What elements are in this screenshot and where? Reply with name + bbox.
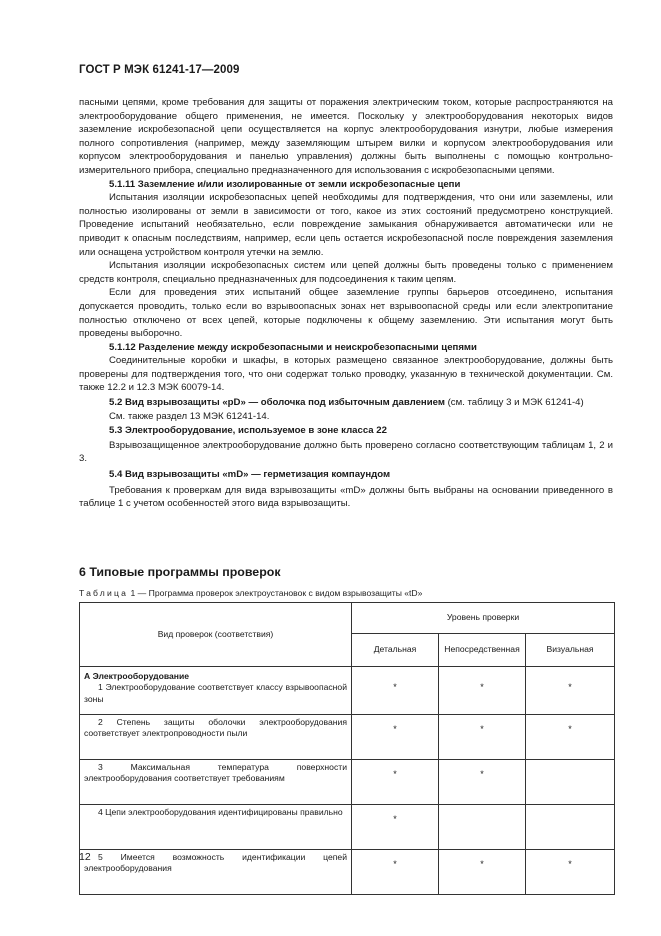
body-text <box>79 96 613 511</box>
table-row <box>80 805 615 850</box>
mark-detailed: * <box>352 850 439 895</box>
paragraph-barrier-grounding: Если для проведения этих испытаний общее заземление группы барьеров отсоединено, испытания допускается проводить, только если во взрывоопасных зонах нет взрывоопасной среды или если электропитание полностью отключено от всех цепей, которые подключены к общему заземлению. Эти испытания могут быть проведены выборочно. <box>79 287 613 340</box>
heading-5-4: 5.4 Вид взрывозащиты «mD» — герметизация компаундом <box>109 469 391 481</box>
mark-detailed: * <box>352 667 439 715</box>
column-header-level: Уровень проверки <box>352 603 615 634</box>
mark-detailed: * <box>352 715 439 760</box>
mark-direct: * <box>439 760 526 805</box>
mark-visual: * <box>526 715 615 760</box>
table-row <box>80 715 615 760</box>
section-title: 6 Типовые программы проверок <box>79 565 281 579</box>
paragraph-see-section-13: См. также раздел 13 МЭК 61241-14. <box>109 410 270 422</box>
heading-5-1-11: 5.1.11 Заземление и/или изолированные от земли искробезопасные цепи <box>109 178 461 190</box>
mark-direct <box>439 805 526 850</box>
table-row <box>80 667 615 715</box>
heading-5-2-reference: (см. таблицу 3 и МЭК 61241-4) <box>444 397 584 409</box>
heading-5-3: 5.3 Электрооборудование, используемое в зоне класса 22 <box>109 425 387 437</box>
paragraph-continuation: пасными цепями, кроме требования для защиты от поражения электрическим током, которые распространяются на электрооборудование общего применения, не имеется. Поскольку у электрооборудования некоторых видов заземление искробезопасной цепи осуществляется на корпус электрооборудования изнутри, любые измерения полного сопротивления (например, между заземляющим штырем вилки и корпусом электрооборудования или корпусом электрооборудования и панелью управления) должны быть выполнены с помощью контрольно-измерительного прибора, специально предназначенного для использования с искробезопасными цепями. <box>79 97 613 176</box>
page-number: 12 <box>79 851 91 863</box>
table-caption-label: Таблица <box>79 588 129 598</box>
paragraph-md-requirements: Требования к проверкам для вида взрывозащиты «mD» должны быть выбраны на основании приведенного в таблице 1 с учетом особенностей этого вида взрывозащиты. <box>79 484 613 510</box>
column-header-kind: Вид проверок (соответствия) <box>80 603 352 667</box>
mark-direct: * <box>439 850 526 895</box>
row-description: 4 Цепи электрооборудования идентифицированы правильно <box>98 807 343 817</box>
mark-visual <box>526 760 615 805</box>
table-caption-title: 1 — Программа проверок электроустановок с видом взрывозащиты «tD» <box>128 588 423 598</box>
row-description: 1 Электрооборудование соответствует классу взрывоопасной зоны <box>84 682 347 704</box>
column-header-visual: Визуальная <box>526 634 615 667</box>
column-header-detailed: Детальная <box>352 634 439 667</box>
paragraph-junction-boxes: Соединительные коробки и шкафы, в которых размещено связанное электрооборудование, должны быть проверены для подтверждения того, что они содержат только проводку, указанную в технической документации. См. также 12.2 и 12.3 МЭК 60079-14. <box>79 355 613 394</box>
table-row <box>80 760 615 805</box>
heading-5-1-12: 5.1.12 Разделение между искробезопасными и неискробезопасными цепями <box>109 341 477 353</box>
inspection-table <box>79 602 615 895</box>
mark-detailed: * <box>352 805 439 850</box>
document-header: ГОСТ Р МЭК 61241-17—2009 <box>79 64 240 76</box>
paragraph-insulation-tests: Испытания изоляции искробезопасных цепей необходимы для подтверждения, что они или заземлены, или полностью изолированы от земли в зависимости от того, какое из этих состояний предусмотрено конструкцией. Проведение испытаний необязательно, если повреждение замыкания обнаруживается автоматически или не приводит к опасным последствиям, например, если цепь остается искробезопасной после повреждения заземления или оснащена устройством контроля утечки на землю. <box>79 192 613 258</box>
heading-5-2-line <box>79 396 613 410</box>
row-description: 3 Максимальная температура поверхности электрооборудования соответствует требованиям <box>84 762 347 784</box>
mark-detailed: * <box>352 760 439 805</box>
mark-visual <box>526 805 615 850</box>
mark-direct: * <box>439 715 526 760</box>
mark-visual: * <box>526 850 615 895</box>
paragraph-zone-22: Взрывозащищенное электрооборудование должно быть проверено согласно соответствующим таблицам 1, 2 и 3. <box>79 439 613 465</box>
mark-visual: * <box>526 667 615 715</box>
row-description: 2 Степень защиты оболочки электрооборудования соответствует электропроводности пыли <box>84 717 347 739</box>
table-caption <box>79 588 422 598</box>
mark-direct: * <box>439 667 526 715</box>
group-heading-equipment: А Электрооборудование <box>84 671 190 681</box>
table-row <box>80 850 615 895</box>
row-description: 5 Имеется возможность идентификации цепей электрооборудования <box>84 852 347 874</box>
paragraph-insulation-systems: Испытания изоляции искробезопасных систем или цепей должны быть проведены только с применением средств контроля, специально предназначенных для подсоединения к таким цепям. <box>79 260 613 285</box>
heading-5-2: 5.2 Вид взрывозащиты «pD» — оболочка под избыточным давлением <box>109 397 445 409</box>
column-header-direct: Непосредственная <box>439 634 526 667</box>
